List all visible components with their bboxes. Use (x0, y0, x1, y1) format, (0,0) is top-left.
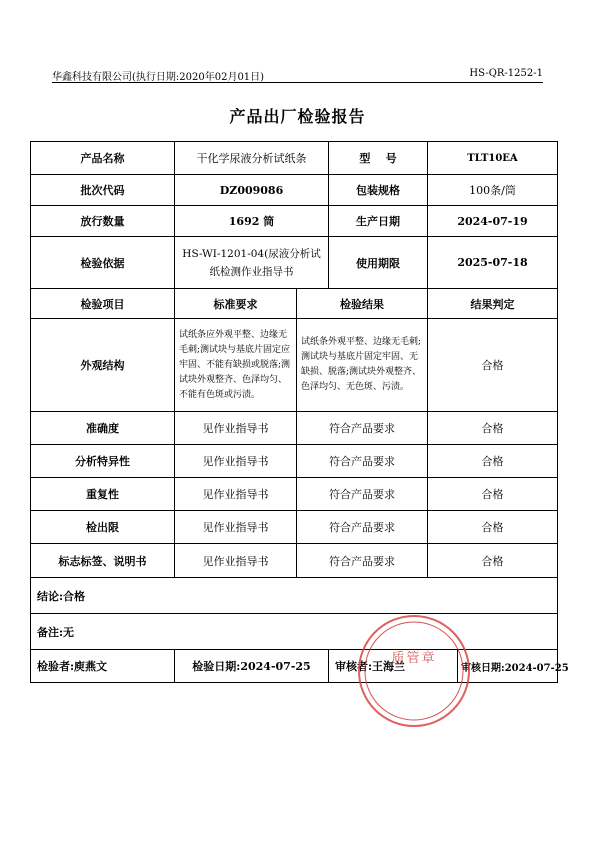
stamp-ring-icon (360, 617, 468, 725)
row-batch (31, 175, 558, 206)
item-name: 准确度 (31, 412, 175, 445)
verdict-text: 合格 (428, 319, 558, 412)
report-title: 产品出厂检验报告 (229, 107, 366, 126)
release-qty-value: 1692 筒 (175, 206, 329, 237)
batch-label: 批次代码 (31, 175, 175, 206)
table-row (31, 478, 558, 511)
basis-label: 检验依据 (31, 237, 175, 289)
col-standard: 标准要求 (175, 289, 297, 319)
column-header-row (31, 289, 558, 319)
result-text: 符合产品要求 (297, 511, 428, 544)
prod-date-label: 生产日期 (329, 206, 428, 237)
conclusion-row (31, 578, 558, 614)
standard-text: 试纸条应外观平整、边缘无毛刺;测试块与基底片固定应牢固、不能有缺损或脱落;测试块外观整齐、色泽均匀、不能有色斑或污渍。 (175, 319, 297, 412)
product-name-value: 干化学尿液分析试纸条 (175, 142, 329, 175)
verdict-text: 合格 (428, 478, 558, 511)
col-item: 检验项目 (31, 289, 175, 319)
expiry-value: 2025-07-18 (428, 237, 558, 289)
item-name: 外观结构 (31, 319, 175, 412)
basis-value: HS-WI-1201-04(尿液分析试纸检测作业指导书 (175, 237, 329, 289)
row-product-name (31, 142, 558, 175)
standard-text: 见作业指导书 (175, 412, 297, 445)
verdict-text: 合格 (428, 544, 558, 578)
table-row (31, 319, 558, 412)
reviewer: 审核者:王海兰 (329, 650, 458, 683)
table-row (31, 544, 558, 578)
conclusion: 结论:合格 (31, 578, 558, 614)
inspect-date: 检验日期:2024-07-25 (175, 650, 329, 683)
table-row (31, 412, 558, 445)
standard-text: 见作业指导书 (175, 478, 297, 511)
result-text: 试纸条外观平整、边缘无毛刺;测试块与基底片固定牢固、无缺损、脱落;测试块外观整齐、色泽均匀、无色斑、污渍。 (297, 319, 428, 412)
report-table (30, 141, 569, 683)
table-row (31, 511, 558, 544)
batch-value: DZ009086 (175, 175, 329, 206)
result-text: 符合产品要求 (297, 544, 428, 578)
col-verdict: 结果判定 (428, 289, 558, 319)
item-name: 检出限 (31, 511, 175, 544)
row-basis (31, 237, 558, 289)
stamp-center-text: 质管章 (391, 651, 437, 666)
prod-date-value: 2024-07-19 (428, 206, 558, 237)
page-header (52, 68, 543, 83)
result-text: 符合产品要求 (297, 412, 428, 445)
verdict-text: 合格 (428, 511, 558, 544)
verdict-text: 合格 (428, 445, 558, 478)
item-name: 标志标签、说明书 (31, 544, 175, 578)
inspector: 检验者:庾燕文 (31, 650, 175, 683)
col-result: 检验结果 (297, 289, 428, 319)
signature-row (31, 650, 558, 683)
standard-text: 见作业指导书 (175, 544, 297, 578)
standard-text: 见作业指导书 (175, 445, 297, 478)
model-label: 型 号 (329, 142, 428, 175)
result-text: 符合产品要求 (297, 445, 428, 478)
row-release (31, 206, 558, 237)
remark-row (31, 614, 558, 650)
result-text: 符合产品要求 (297, 478, 428, 511)
model-value: TLT10EA (428, 142, 558, 175)
quality-stamp (358, 615, 470, 727)
company-line: 华鑫科技有限公司(执行日期:2020年02月01日) (52, 72, 265, 83)
standard-text: 见作业指导书 (175, 511, 297, 544)
verdict-text: 合格 (428, 412, 558, 445)
review-date: 审核日期:2024-07-25 (458, 650, 558, 683)
table-row (31, 445, 558, 478)
product-name-label: 产品名称 (31, 142, 175, 175)
release-qty-label: 放行数量 (31, 206, 175, 237)
expiry-label: 使用期限 (329, 237, 428, 289)
pack-label: 包装规格 (329, 175, 428, 206)
document-number: HS-QR-1252-1 (469, 68, 543, 79)
remark: 备注:无 (31, 614, 558, 650)
pack-value: 100条/筒 (428, 175, 558, 206)
item-name: 分析特异性 (31, 445, 175, 478)
item-name: 重复性 (31, 478, 175, 511)
